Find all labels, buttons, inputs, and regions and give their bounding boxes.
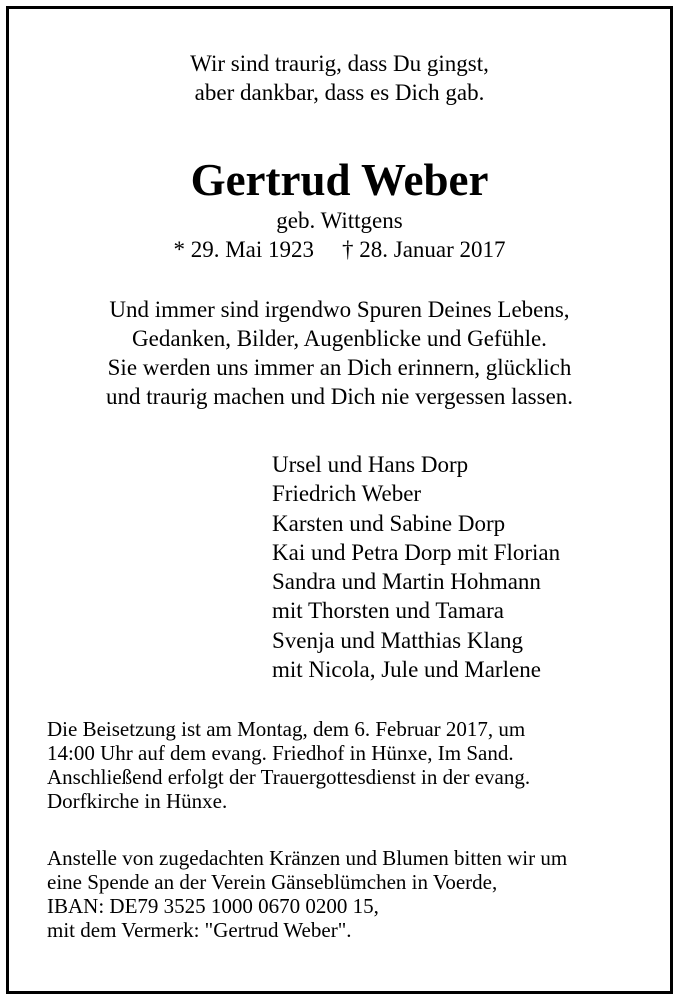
motto (9, 49, 670, 107)
verse (9, 295, 670, 411)
funeral-notice-line: 14:00 Uhr auf dem evang. Friedhof in Hünxe, Im Sand. (47, 741, 514, 765)
mourner-entry: Kai und Petra Dorp mit Florian (272, 539, 561, 565)
verse-line: und traurig machen und Dich nie vergessen lassen. (105, 384, 574, 409)
funeral-notice-line: Die Beisetzung ist am Montag, dem 6. Februar 2017, um (47, 717, 526, 741)
donation-iban: IBAN: DE79 3525 1000 0670 0200 15, (47, 894, 379, 918)
mourner-entry: Ursel und Hans Dorp (272, 452, 469, 477)
verse-line: Und immer sind irgendwo Spuren Deines Lebens, (109, 297, 570, 322)
mourner-entry: Svenja und Matthias Klang (272, 627, 524, 653)
mourner-entry: mit Nicola, Jule und Marlene (272, 657, 541, 683)
obituary-frame (6, 6, 673, 994)
mourner-entry: Sandra und Martin Hohmann (272, 569, 541, 595)
life-dates (9, 235, 670, 264)
mourner-entry: Karsten und Sabine Dorp (272, 510, 506, 536)
donation-notice (47, 846, 667, 942)
death-date: † 28. Januar 2017 (342, 237, 506, 262)
donation-notice-line: eine Spende an der Verein Gänseblümchen in Voerde, (47, 870, 498, 894)
funeral-notice-line: Anschließend erfolgt der Trauergottesdienst in der evang. (47, 765, 531, 789)
motto-line: aber dankbar, dass es Dich gab. (194, 80, 485, 105)
mourner-entry: Friedrich Weber (272, 481, 422, 507)
donation-notice-line: mit dem Vermerk: "Gertrud Weber". (47, 918, 352, 942)
birth-name: geb. Wittgens (276, 208, 403, 233)
funeral-notice (47, 717, 667, 813)
verse-line: Sie werden uns immer an Dich erinnern, glücklich (107, 355, 572, 380)
donation-notice-line: Anstelle von zugedachten Kränzen und Blumen bitten wir um (47, 846, 568, 870)
mourners-list (272, 450, 560, 684)
funeral-notice-line: Dorfkirche in Hünxe. (47, 789, 228, 813)
birth-date: * 29. Mai 1923 (173, 237, 315, 262)
verse-line: Gedanken, Bilder, Augenblicke und Gefühle. (132, 326, 547, 351)
motto-line: Wir sind traurig, dass Du gingst, (190, 51, 489, 76)
deceased-name: Gertrud Weber (190, 155, 489, 205)
mourner-entry: mit Thorsten und Tamara (272, 598, 504, 624)
